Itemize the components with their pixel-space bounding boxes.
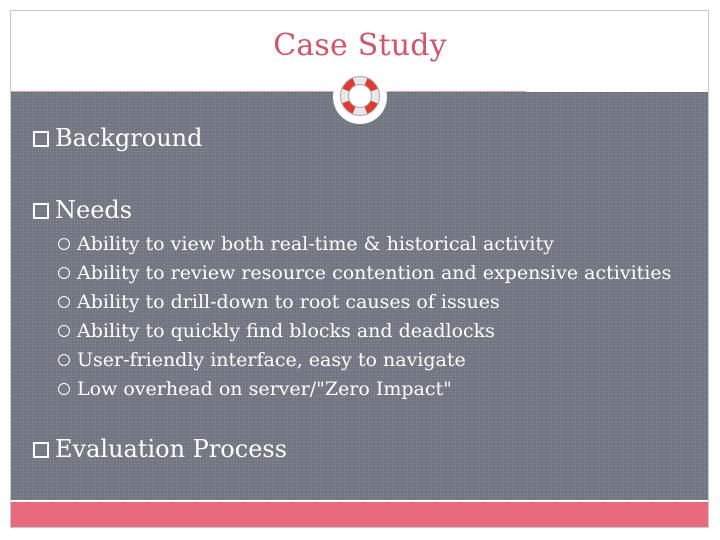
list-item: Ability to quickly find blocks and deadlocks (58, 316, 671, 345)
section-label: Needs (55, 196, 133, 224)
lifebuoy-icon (340, 76, 380, 116)
circle-bullet-icon (58, 296, 70, 308)
circle-bullet-icon (58, 267, 70, 279)
section-label: Background (55, 124, 203, 152)
circle-bullet-icon (58, 354, 70, 366)
slide-title: Case Study (273, 28, 447, 63)
circle-bullet-icon (58, 325, 70, 337)
square-bullet-icon (33, 131, 49, 147)
list-item: Ability to review resource contention and expensive activities (58, 258, 671, 287)
footer-bar (11, 502, 708, 527)
list-item: Ability to view both real-time & historical activity (58, 229, 671, 258)
needs-list (58, 229, 671, 403)
section-label: Evaluation Process (55, 435, 288, 463)
section-background (33, 124, 203, 152)
list-item: Ability to drill-down to root causes of issues (58, 287, 671, 316)
list-item: Low overhead on server/"Zero Impact" (58, 374, 671, 403)
list-item: User-friendly interface, easy to navigate (58, 345, 671, 374)
circle-bullet-icon (58, 383, 70, 395)
section-needs (33, 196, 132, 224)
square-bullet-icon (33, 203, 49, 219)
emblem-badge (333, 70, 387, 124)
section-evaluation-process (33, 435, 287, 463)
square-bullet-icon (33, 442, 49, 458)
circle-bullet-icon (58, 238, 70, 250)
